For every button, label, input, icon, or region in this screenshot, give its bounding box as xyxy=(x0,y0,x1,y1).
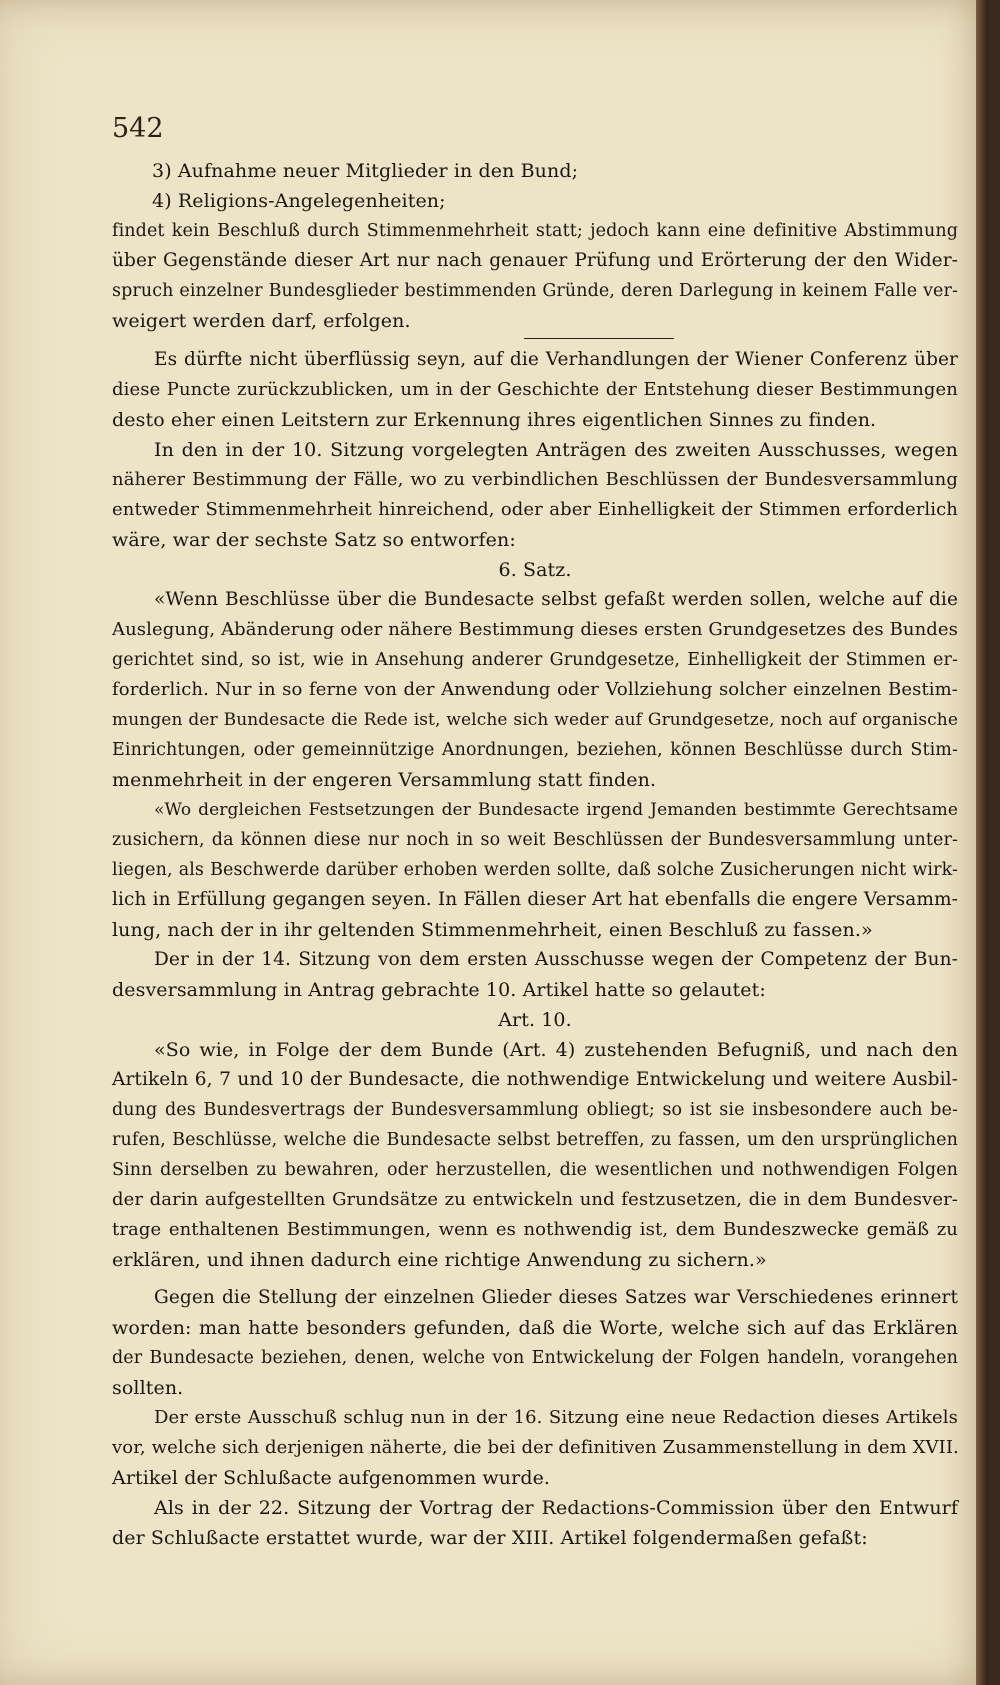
text-line: lich in Erfüllung gegangen seyen. In Fällen dieser Art hat ebenfalls die engere Versamm- xyxy=(112,889,958,910)
text-line: wäre, war der sechste Satz so entworfen: xyxy=(112,529,516,551)
text-line: dung des Bundesvertrags der Bundesversammlung obliegt; so ist sie insbesondere auch be- xyxy=(112,1100,958,1120)
page-text xyxy=(112,112,958,1553)
text-line: desto eher einen Leitstern zur Erkennung ihres eigentlichen Sinnes zu finden. xyxy=(112,409,877,431)
text-line: zusichern, da können diese nur noch in so weit Beschlüssen der Bundesversammlung unter- xyxy=(112,830,958,850)
text-line: menmehrheit in der engeren Versammlung statt finden. xyxy=(112,769,657,791)
paragraph-6 xyxy=(112,945,958,1005)
article-heading: Art. 10. xyxy=(498,1009,572,1031)
text-line: findet kein Beschluß durch Stimmenmehrheit statt; jedoch kann eine definitive Abstimmung xyxy=(112,221,958,241)
text-line: Artikeln 6, 7 und 10 der Bundesacte, die nothwendige Entwickelung und weitere Ausbil- xyxy=(112,1069,958,1090)
text-line: der Bundesacte beziehen, denen, welche von Entwickelung der Folgen handeln, vorangehen xyxy=(112,1348,958,1368)
text-line: gerichtet sind, so ist, wie in Ansehung anderer Grundgesetze, Einhelligkeit der Stimmen er- xyxy=(112,650,958,670)
text-line: «Wo dergleichen Festsetzungen der Bundesacte irgend Jemanden bestimmte Gerechtsame xyxy=(154,800,958,820)
text-line: weigert werden darf, erfolgen. xyxy=(112,310,411,332)
text-line: der darin aufgestellten Grundsätze zu entwickeln und festzusetzen, die in dem Bundesver- xyxy=(112,1189,958,1210)
text-line: Artikel der Schlußacte aufgenommen wurde. xyxy=(112,1467,551,1489)
text-line: Sinn derselben zu bewahren, oder herzustellen, die wesentlichen und nothwendigen Folgen xyxy=(112,1160,958,1180)
list-item: 3) Aufnahme neuer Mitglieder in den Bund; xyxy=(152,160,579,182)
paragraph-1 xyxy=(112,216,958,336)
section-divider xyxy=(524,338,674,339)
paragraph-9 xyxy=(112,1403,958,1493)
text-line: über Gegenstände dieser Art nur nach genauer Prüfung und Erörterung der den Wider- xyxy=(112,250,958,271)
paragraph-4 xyxy=(112,585,958,795)
paragraph-2 xyxy=(112,345,958,435)
page-number: 542 xyxy=(112,113,164,144)
text-line: Einrichtungen, oder gemeinnützige Anordnungen, beziehen, können Beschlüsse durch Stim- xyxy=(112,740,958,760)
text-line: lung, nach der in ihr geltenden Stimmenmehrheit, einen Beschluß zu fassen.» xyxy=(112,919,873,941)
text-line: desversammlung in Antrag gebrachte 10. Artikel hatte so gelautet: xyxy=(112,979,766,1001)
text-line: Der in der 14. Sitzung von dem ersten Ausschusse wegen der Competenz der Bun- xyxy=(154,949,958,970)
text-line: mungen der Bundesacte die Rede ist, welche sich weder auf Grundgesetze, noch auf organische xyxy=(112,710,958,730)
text-line: rufen, Beschlüsse, welche die Bundesacte selbst betreffen, zu fassen, um den ursprünglichen xyxy=(112,1130,958,1150)
text-line: worden: man hatte besonders gefunden, daß die Worte, welche sich auf das Erklären xyxy=(112,1317,958,1339)
paragraph-3 xyxy=(112,435,958,555)
paragraph-8 xyxy=(112,1283,958,1403)
text-line: «So wie, in Folge der dem Bunde (Art. 4) zustehenden Befugniß, und nach den xyxy=(154,1039,958,1061)
text-line: vor, welche sich derjenigen näherte, die bei der definitiven Zusammenstellung in dem XVII. xyxy=(112,1437,959,1458)
page-edge xyxy=(976,0,988,1685)
text-line: sollten. xyxy=(112,1377,184,1399)
text-line: der Schlußacte erstattet wurde, war der XIII. Artikel folgendermaßen gefaßt: xyxy=(112,1527,868,1549)
text-line: erklären, und ihnen dadurch eine richtige Anwendung zu sichern.» xyxy=(112,1249,767,1271)
paragraph-5 xyxy=(112,795,958,945)
text-line: Als in der 22. Sitzung der Vortrag der Redactions-Commission über den Entwurf xyxy=(154,1497,958,1519)
paragraph-7 xyxy=(112,1035,958,1275)
text-line: Es dürfte nicht überflüssig seyn, auf die Verhandlungen der Wiener Conferenz über xyxy=(154,349,958,370)
text-line: spruch einzelner Bundesglieder bestimmenden Gründe, deren Darlegung in keinem Falle ver- xyxy=(112,281,958,301)
text-line: In den in der 10. Sitzung vorgelegten Anträgen des zweiten Ausschusses, wegen xyxy=(154,439,958,461)
text-line: trage enthaltenen Bestimmungen, wenn es nothwendig ist, dem Bundeszwecke gemäß zu xyxy=(112,1219,958,1240)
text-line: liegen, als Beschwerde darüber erhoben werden sollte, daß solche Zusicherungen nicht wirk- xyxy=(112,860,958,880)
text-line: Auslegung, Abänderung oder nähere Bestimmung dieses ersten Grundgesetzes des Bundes xyxy=(112,619,958,640)
text-line: entweder Stimmenmehrheit hinreichend, oder aber Einhelligkeit der Stimmen erforderlich xyxy=(112,499,958,520)
paragraph-10 xyxy=(112,1493,958,1553)
list-item: 4) Religions-Angelegenheiten; xyxy=(152,190,446,212)
text-line: forderlich. Nur in so ferne von der Anwendung oder Vollziehung solcher einzelnen Bestim- xyxy=(112,679,958,700)
text-line: Der erste Ausschuß schlug nun in der 16. Sitzung eine neue Redaction dieses Artikels xyxy=(154,1407,958,1428)
text-line: «Wenn Beschlüsse über die Bundesacte selbst gefaßt werden sollen, welche auf die xyxy=(154,589,958,610)
text-line: näherer Bestimmung der Fälle, wo zu verbindlichen Beschlüssen der Bundesversammlung xyxy=(112,469,958,490)
section-heading: 6. Satz. xyxy=(498,559,572,581)
text-line: diese Puncte zurückzublicken, um in der Geschichte der Entstehung dieser Bestimmungen xyxy=(112,379,958,400)
text-line: Gegen die Stellung der einzelnen Glieder dieses Satzes war Verschiedenes erinnert xyxy=(154,1287,958,1308)
